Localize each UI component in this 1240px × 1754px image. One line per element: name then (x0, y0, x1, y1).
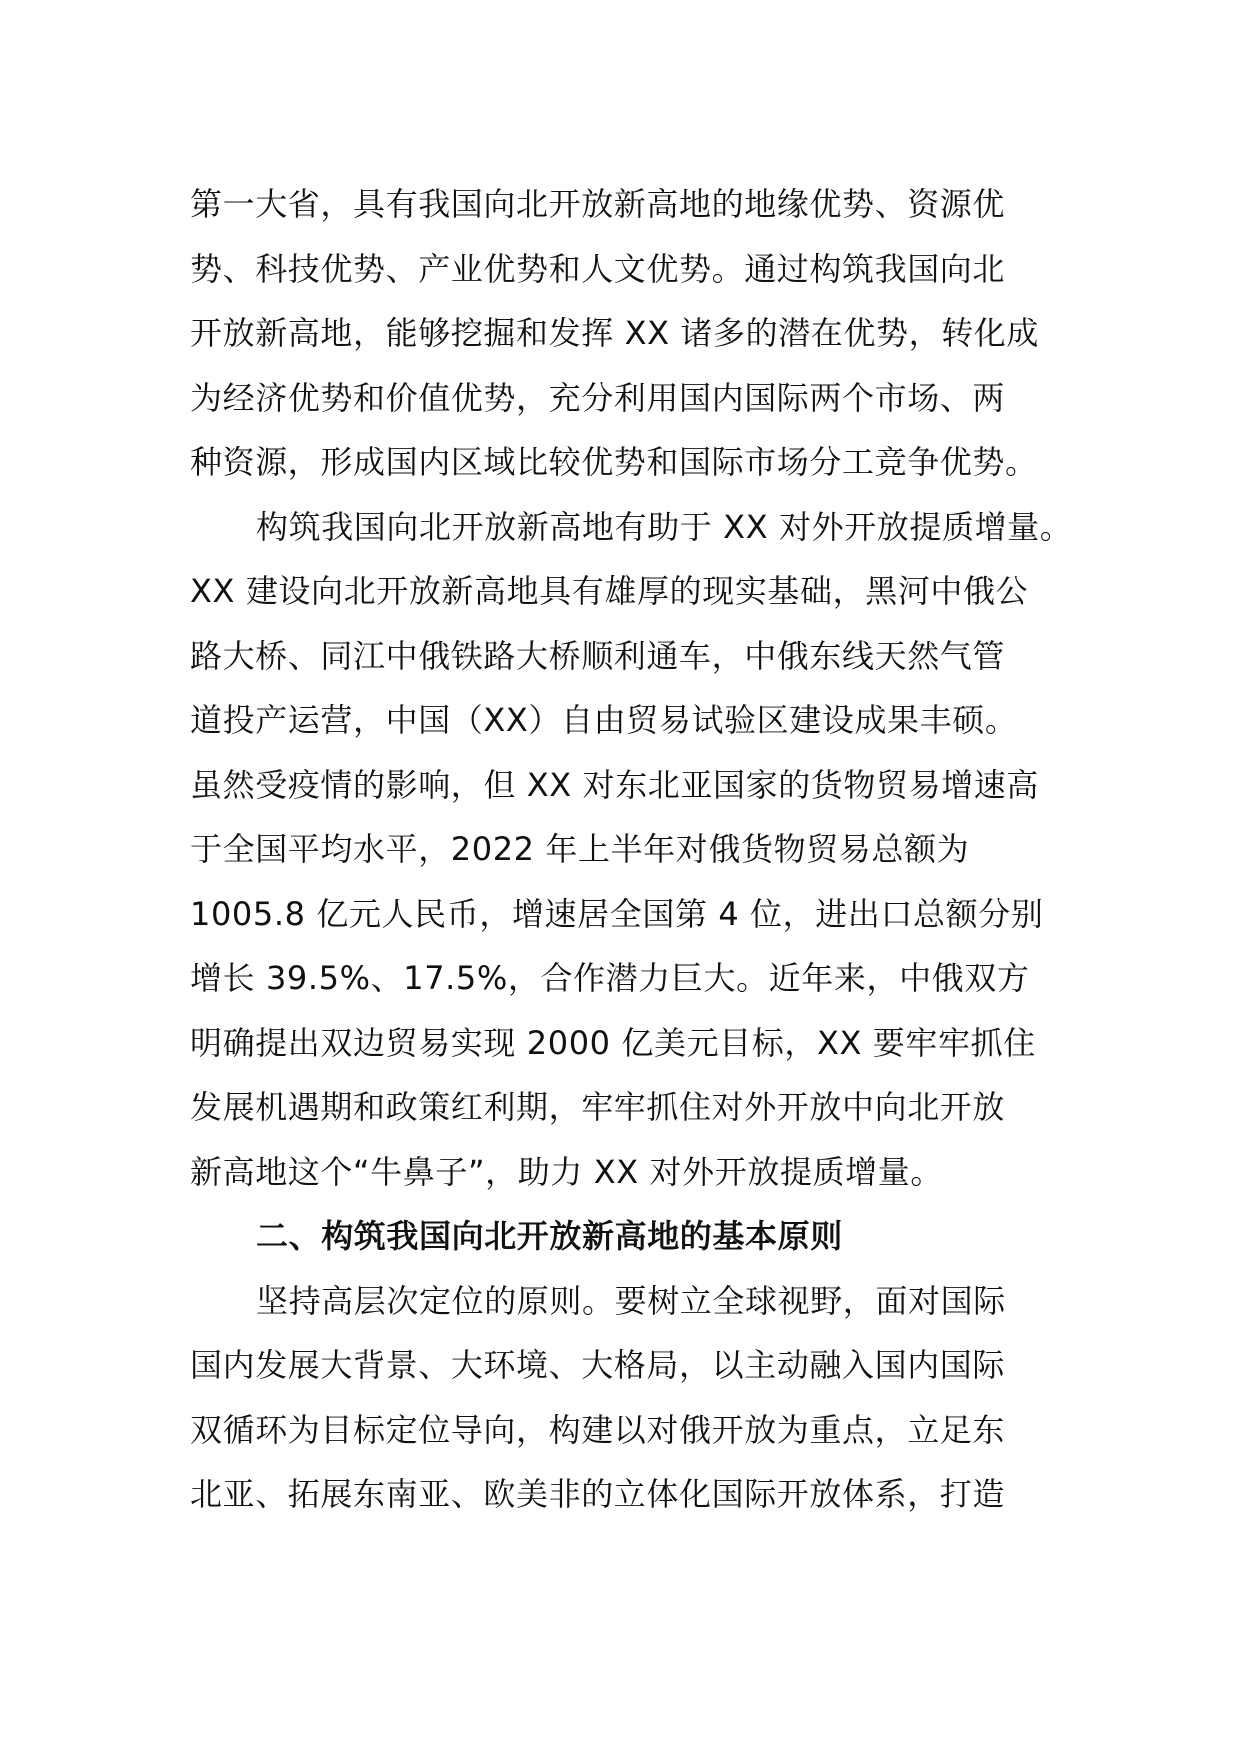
paragraph-first-line: 坚持高层次定位的原则。要树立全球视野，面对国际 (256, 1281, 1006, 1320)
text-line: 国内发展大背景、大环境、大格局，以主动融入国内国际 (190, 1346, 1006, 1384)
text-line: 发展机遇期和政策红利期，牢牢抓住对外开放中向北开放 (190, 1088, 1006, 1126)
text-line: 路大桥、同江中俄铁路大桥顺利通车，中俄东线天然气管 (190, 636, 1006, 675)
paragraph-first-line: 构筑我国向北开放新高地有助于 XX 对外开放提质增量。 (256, 507, 1073, 546)
text-line: 道投产运营，中国（XX）自由贸易试验区建设成果丰硕。 (190, 701, 1018, 739)
text-line: 开放新高地，能够挖掘和发挥 XX 诸多的潜在优势，转化成 (190, 314, 1039, 352)
text-line: 新高地这个“牛鼻子”，助力 XX 对外开放提质增量。 (190, 1152, 943, 1191)
text-line: 为经济优势和价值优势，充分利用国内国际两个市场、两 (190, 378, 1006, 417)
text-line: 于全国平均水平，2022 年上半年对俄货物贸易总额为 (190, 830, 970, 868)
text-line: 1005.8 亿元人民币，增速居全国第 4 位，进出口总额分别 (190, 894, 1044, 933)
section-heading: 二、构筑我国向北开放新高地的基本原则 (256, 1217, 843, 1255)
text-line: 北亚、拓展东南亚、欧美非的立体化国际开放体系，打造 (190, 1475, 1006, 1513)
text-line: XX 建设向北开放新高地具有雄厚的现实基础，黑河中俄公 (190, 572, 1029, 610)
text-line: 双循环为目标定位导向，构建以对俄开放为重点，立足东 (190, 1410, 1006, 1449)
text-line: 增长 39.5%、17.5%，合作潜力巨大。近年来，中俄双方 (190, 959, 1030, 997)
document-body (190, 172, 1085, 1527)
text-line: 势、科技优势、产业优势和人文优势。通过构筑我国向北 (190, 249, 1006, 288)
text-line: 种资源，形成国内区域比较优势和国际市场分工竞争优势。 (190, 443, 1038, 481)
text-line: 虽然受疫情的影响，但 XX 对东北亚国家的货物贸易增速高 (190, 765, 1039, 804)
text-line: 第一大省，具有我国向北开放新高地的地缘优势、资源优 (190, 185, 1006, 223)
text-line: 明确提出双边贸易实现 2000 亿美元目标，XX 要牢牢抓住 (190, 1023, 1036, 1062)
